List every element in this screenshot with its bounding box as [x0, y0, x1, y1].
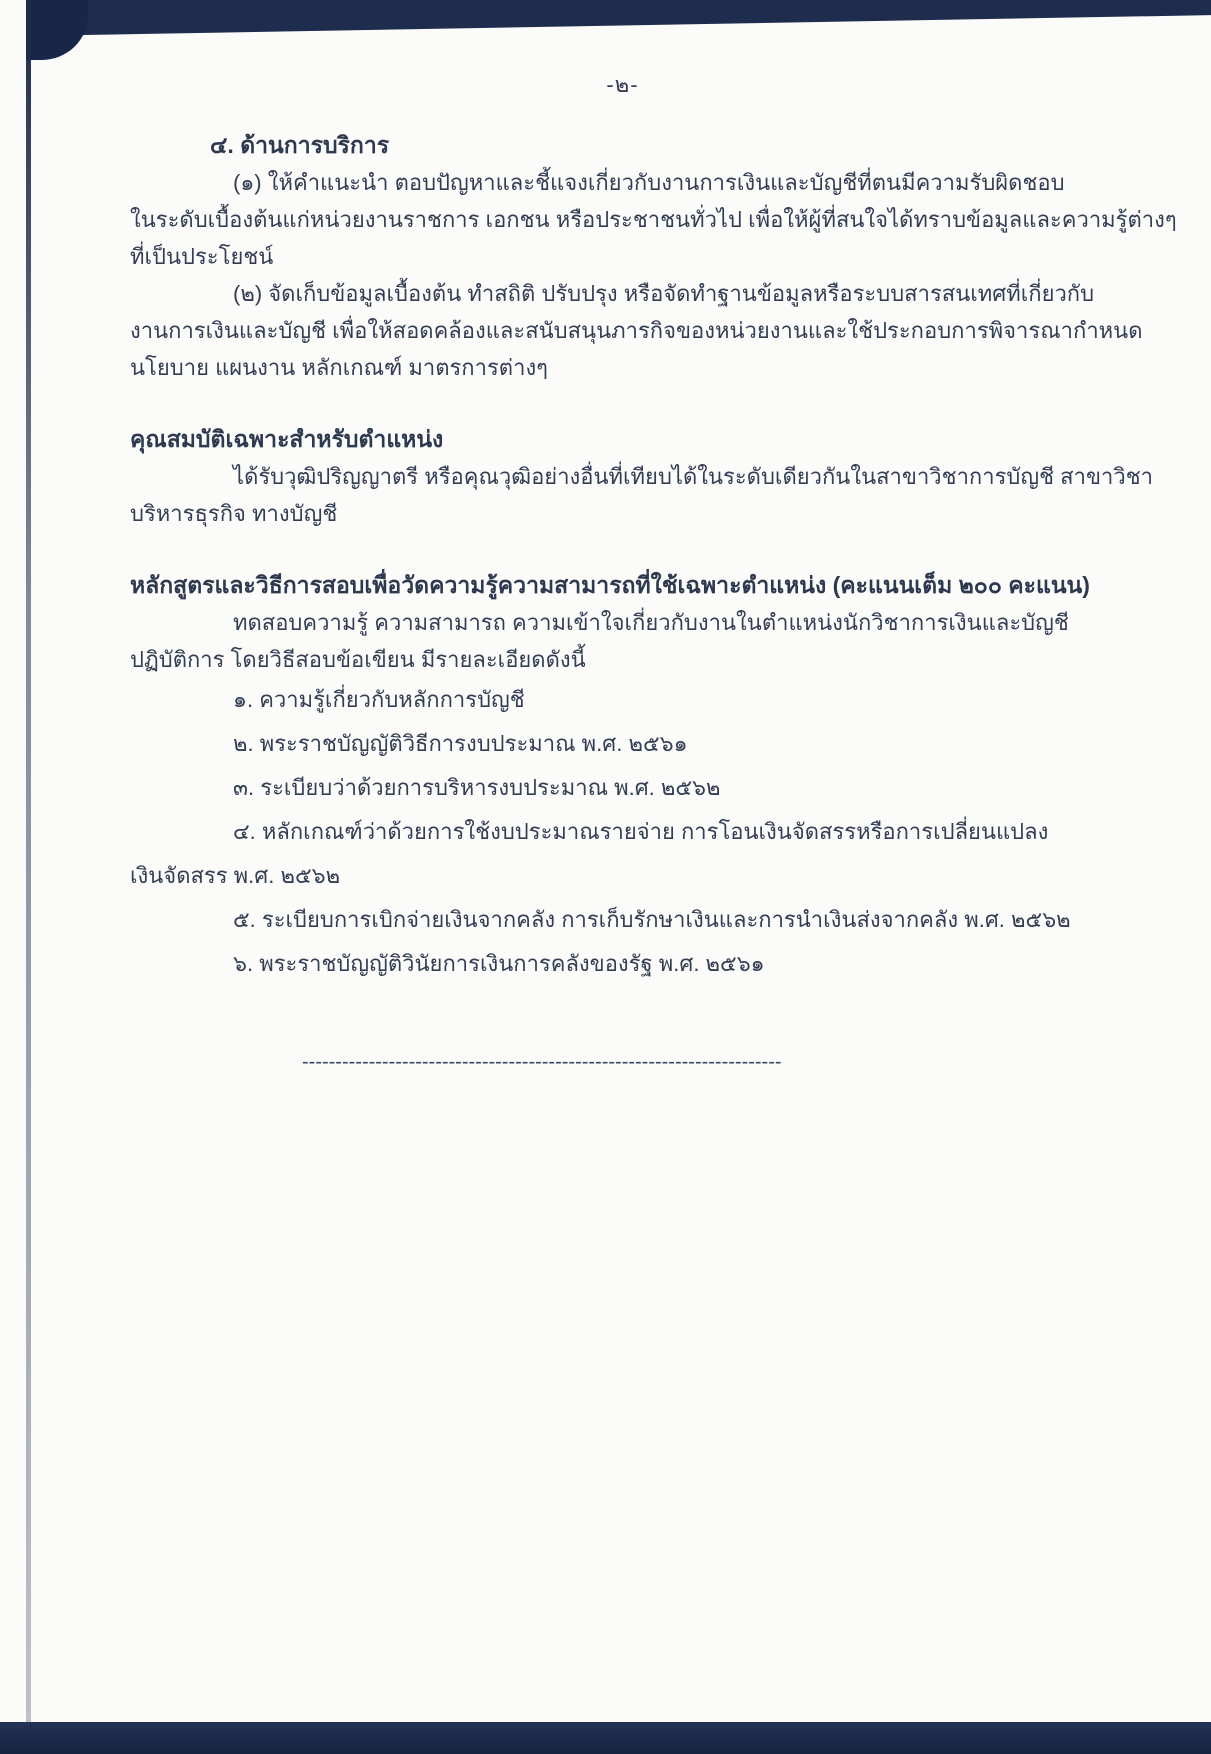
text-line: ทดสอบความรู้ ความสามารถ ความเข้าใจเกี่ยวกับงานในตำแหน่งนักวิชาการเงินและบัญชี [233, 610, 1069, 635]
list-item: ๕. ระเบียบการเบิกจ่ายเงินจากคลัง การเก็บรักษาเงินและการนำเงินส่งจากคลัง พ.ศ. ๒๕๖๒ [233, 907, 1071, 932]
paragraph-service-1 [130, 164, 1177, 275]
section-heading-service: ๔. ด้านการบริการ [210, 132, 390, 158]
text-line: ปฏิบัติการ โดยวิธีสอบข้อเขียน มีรายละเอียดดังนี้ [130, 647, 586, 672]
scan-edge-bottom [0, 1722, 1211, 1754]
text-line: บริหารธุรกิจ ทางบัญชี [130, 501, 338, 526]
paragraph-exam-intro [130, 604, 1115, 678]
list-item: ๔. หลักเกณฑ์ว่าด้วยการใช้งบประมาณรายจ่าย การโอนเงินจัดสรรหรือการเปลี่ยนแปลง [233, 819, 1049, 844]
text-line: งานการเงินและบัญชี เพื่อให้สอดคล้องและสนับสนุนภารกิจของหน่วยงานและใช้ประกอบการพิจารณากำหนด [130, 318, 1143, 343]
page-number: -๒- [606, 72, 639, 97]
list-item: ๓. ระเบียบว่าด้วยการบริหารงบประมาณ พ.ศ. ๒๕๖๒ [233, 775, 721, 800]
text-line: ที่เป็นประโยชน์ [130, 244, 274, 269]
text-line: นโยบาย แผนงาน หลักเกณฑ์ มาตรการต่างๆ [130, 355, 548, 380]
text-line: ได้รับวุฒิปริญญาตรี หรือคุณวุฒิอย่างอื่นที่เทียบได้ในระดับเดียวกันในสาขาวิชาการบัญชี สาขาวิชา [233, 464, 1153, 489]
list-item-continuation: เงินจัดสรร พ.ศ. ๒๕๖๒ [130, 863, 341, 888]
list-item: ๒. พระราชบัญญัติวิธีการงบประมาณ พ.ศ. ๒๕๖๑ [233, 731, 688, 756]
paragraph-qualification [130, 458, 1153, 532]
text-line: ในระดับเบื้องต้นแก่หน่วยงานราชการ เอกชน หรือประชาชนทั่วไป เพื่อให้ผู้ที่สนใจได้ทราบข้อมูลและความรู้ต่างๆ [130, 207, 1177, 232]
dashed-separator: ------------------------------------------------------------------------ [302, 1051, 782, 1073]
list-item: ๑. ความรู้เกี่ยวกับหลักการบัญชี [233, 687, 525, 712]
section-heading-qualification: คุณสมบัติเฉพาะสำหรับตำแหน่ง [130, 426, 444, 452]
list-item: ๖. พระราชบัญญัติวินัยการเงินการคลังของรัฐ พ.ศ. ๒๕๖๑ [233, 951, 765, 976]
text-line: (๒) จัดเก็บข้อมูลเบื้องต้น ทำสถิติ ปรับปรุง หรือจัดทำฐานข้อมูลหรือระบบสารสนเทศที่เกี่ยวกับ [233, 281, 1095, 306]
text-line: (๑) ให้คำแนะนำ ตอบปัญหาและชี้แจงเกี่ยวกับงานการเงินและบัญชีที่ตนมีความรับผิดชอบ [233, 170, 1065, 195]
paragraph-service-2 [130, 275, 1143, 386]
exam-topic-list [130, 678, 1115, 986]
section-heading-exam: หลักสูตรและวิธีการสอบเพื่อวัดความรู้ความสามารถที่ใช้เฉพาะตำแหน่ง (คะแนนเต็ม ๒๐๐ คะแนน) [130, 572, 1090, 598]
